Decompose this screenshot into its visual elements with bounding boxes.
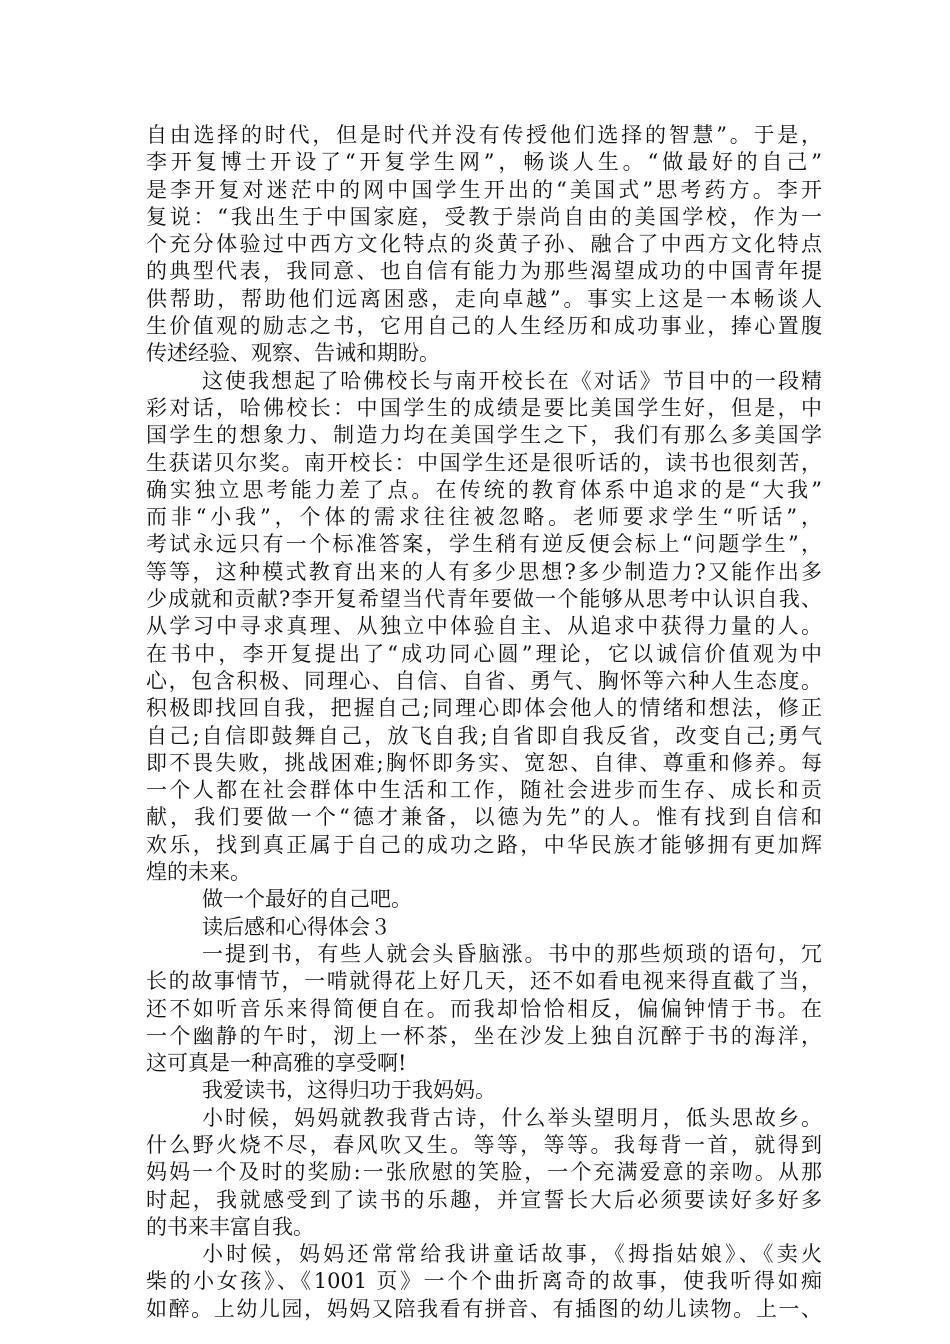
text-line: 时起，我就感受到了读书的乐趣，并宣誓长大后必须要读好多好多 <box>146 1187 822 1212</box>
text-line: 而非“小我”，个体的需求往往被忽略。老师要求学生“听话”， <box>146 505 822 530</box>
text-line: 这使我想起了哈佛校长与南开校长在《对话》节目中的一段精 <box>202 368 822 393</box>
text-line: 读后感和心得体会３ <box>202 914 391 939</box>
text-line: 一个人都在社会群体中生活和工作，随社会进步而生存、成长和贡 <box>146 778 822 803</box>
text-line: 欢乐，找到真正属于自己的成功之路，中华民族才能够拥有更加辉 <box>146 832 822 857</box>
text-line: 一提到书，有些人就会头昏脑涨。书中的那些烦琐的语句，冗 <box>202 941 822 966</box>
text-line: 国学生的想象力、制造力均在美国学生之下，我们有那么多美国学 <box>146 423 822 448</box>
text-line: 从学习中寻求真理、从独立中体验自主、从追求中获得力量的人。 <box>146 614 822 639</box>
text-line: 彩对话，哈佛校长：中国学生的成绩是要比美国学生好，但是，中 <box>146 395 822 420</box>
text-line: 生价值观的励志之书，它用自己的人生经历和成功事业，捧心置腹 <box>146 314 822 339</box>
text-line: 自由选择的时代，但是时代并没有传授他们选择的智慧”。于是， <box>146 123 822 147</box>
text-line: 柴的小女孩》、《1001 页》一个个曲折离奇的故事，使我听得如痴 <box>146 1269 822 1294</box>
text-line: 等等，这种模式教育出来的人有多少思想?多少制造力?又能作出多 <box>146 559 822 584</box>
text-line: 小时候，妈妈还常常给我讲童话故事，《拇指姑娘》、《卖火 <box>202 1242 822 1267</box>
text-line: 李开复博士开设了“开复学生网”，畅谈人生。“做最好的自己” <box>146 150 822 175</box>
text-line: 做一个最好的自己吧。 <box>202 887 412 912</box>
text-line: 生获诺贝尔奖。南开校长：中国学生还是很听话的，读书也很刻苦， <box>146 450 822 475</box>
text-line: 一个幽静的午时，沏上一杯茶，坐在沙发上独自沉醉于书的海洋， <box>146 1023 822 1048</box>
text-line: 是李开复对迷茫中的网中国学生开出的“美国式”思考药方。李开 <box>146 177 822 202</box>
text-line: 这可真是一种高雅的享受啊! <box>146 1051 407 1076</box>
text-line: 考试永远只有一个标准答案，学生稍有逆反便会标上“问题学生”， <box>146 532 822 557</box>
text-line: 小时候，妈妈就教我背古诗，什么举头望明月，低头思故乡。 <box>202 1105 822 1130</box>
text-line: 什么野火烧不尽，春风吹又生。等等，等等。我每背一首，就得到 <box>146 1132 822 1157</box>
text-line: 积极即找回自我，把握自己;同理心即体会他人的情绪和想法，修正 <box>146 696 822 721</box>
text-line: 煌的未来。 <box>146 860 251 885</box>
text-line: 传述经验、观察、告诫和期盼。 <box>146 341 440 366</box>
text-line: 复说：“我出生于中国家庭，受教于崇尚自由的美国学校，作为一 <box>146 204 822 229</box>
text-line: 的书来丰富自我。 <box>146 1214 314 1239</box>
text-line: 即不畏失败，挑战困难;胸怀即务实、宽恕、自律、尊重和修养。每 <box>146 750 822 775</box>
text-line: 妈妈一个及时的奖励:一张欣慰的笑脸，一个充满爱意的亲吻。从那 <box>146 1160 822 1185</box>
text-line: 还不如听音乐来得简便自在。而我却恰恰相反，偏偏钟情于书。在 <box>146 996 822 1021</box>
text-line: 确实独立思考能力差了点。在传统的教育体系中追求的是“大我” <box>146 477 822 502</box>
text-line: 供帮助，帮助他们远离困惑，走向卓越”。事实上这是一本畅谈人 <box>146 286 822 311</box>
text-line: 我爱读书，这得归功于我妈妈。 <box>202 1078 496 1103</box>
text-line: 的典型代表，我同意、也自信有能力为那些渴望成功的中国青年提 <box>146 259 822 284</box>
text-line: 献，我们要做一个“德才兼备，以德为先”的人。惟有找到自信和 <box>146 805 822 830</box>
text-line: 长的故事情节，一啃就得花上好几天，还不如看电视来得直截了当， <box>146 969 822 994</box>
body-text <box>146 122 822 1323</box>
text-line: 在书中，李开复提出了“成功同心圆”理论，它以诚信价值观为中 <box>146 641 822 666</box>
text-line: 少成就和贡献?李开复希望当代青年要做一个能够从思考中认识自我、 <box>146 587 822 612</box>
text-line: 自己;自信即鼓舞自己，放飞自我;自省即自我反省，改变自己;勇气 <box>146 723 822 748</box>
text-line: 如醉。上幼儿园，妈妈又陪我看有拼音、有插图的幼儿读物。上一、 <box>146 1296 822 1321</box>
text-line: 个充分体验过中西方文化特点的炎黄子孙、融合了中西方文化特点 <box>146 232 822 257</box>
text-line: 心，包含积极、同理心、自信、自省、勇气、胸怀等六种人生态度。 <box>146 668 822 693</box>
